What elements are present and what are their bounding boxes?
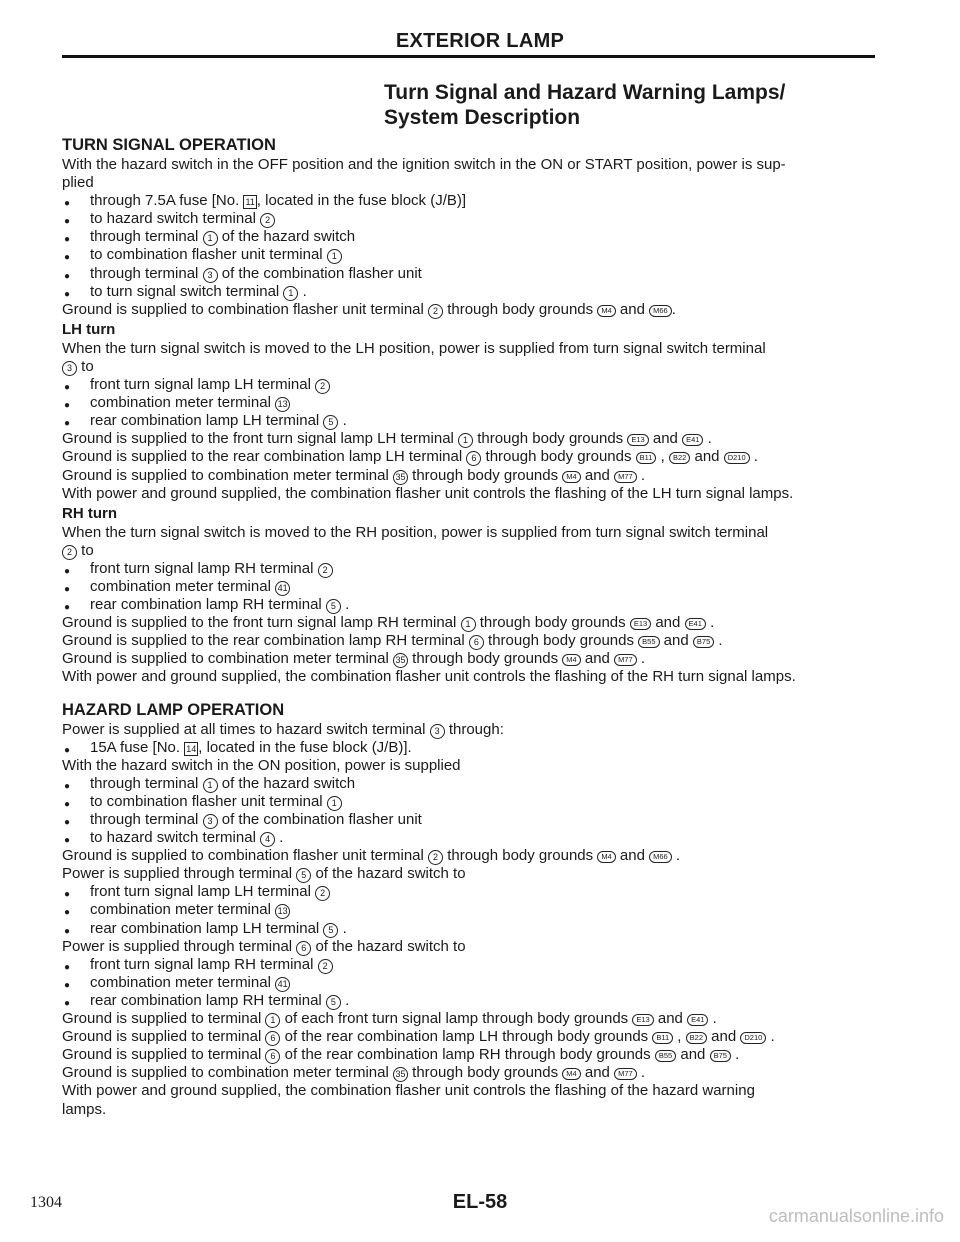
terminal-number: 35 <box>393 470 408 485</box>
list-item: ● through terminal 1 of the hazard switch <box>62 775 877 793</box>
terminal-number: 3 <box>62 361 77 376</box>
rh-closing: With power and ground supplied, the combination flasher unit controls the flashing of the RH turn signal lamps. <box>62 668 796 686</box>
list-item: ● to turn signal switch terminal 1 . <box>62 283 877 301</box>
terminal-number: 2 <box>428 304 443 319</box>
list-item: ● rear combination lamp LH terminal 5 . <box>62 920 877 938</box>
terminal-number: 6 <box>469 635 484 650</box>
terminal-number: 13 <box>275 397 290 412</box>
terminal-number: 4 <box>260 832 275 847</box>
section-heading-line-2: System Description <box>384 106 581 129</box>
ground-code: B55 <box>638 636 659 648</box>
ground-line: Ground is supplied to terminal 6 of the rear combination lamp LH through body grounds B11 , B22 and D210 . <box>62 1028 775 1046</box>
rh-intro: When the turn signal switch is moved to the RH position, power is supplied from turn signal switch terminal <box>62 523 769 541</box>
ground-code: D210 <box>724 452 750 464</box>
ground-code: E41 <box>687 1014 708 1026</box>
list-item: ● through terminal 3 of the combination flasher unit <box>62 265 877 283</box>
ground-code: M77 <box>614 654 637 666</box>
ground-line: Ground is supplied to terminal 6 of the rear combination lamp RH through body grounds B55 and B75 . <box>62 1046 740 1064</box>
list-item: ● to hazard switch terminal 2 <box>62 210 877 228</box>
ground-line: Ground is supplied to the front turn signal lamp RH terminal 1 through body grounds E13 and E41 . <box>62 614 715 632</box>
terminal-number: 1 <box>458 433 473 448</box>
terminal-number: 35 <box>393 1067 408 1082</box>
ground-code: B11 <box>636 452 657 464</box>
ground-line: Ground is supplied to combination flasher unit terminal 2 through body grounds M4 and M66 . <box>62 300 676 318</box>
terminal-number: 2 <box>315 886 330 901</box>
watermark: carmanualsonline.info <box>768 1206 944 1226</box>
list-item: ● through 7.5A fuse [No. 11 , located in the fuse block (J/B)] <box>62 192 877 210</box>
hazard-para: With the hazard switch in the ON position, power is supplied <box>62 756 461 774</box>
list-item: ● to combination flasher unit terminal 1 <box>62 793 877 811</box>
ground-code: M66 <box>649 851 672 863</box>
terminal-number: 2 <box>318 959 333 974</box>
ground-code: B22 <box>686 1032 707 1044</box>
ground-code: M66 <box>649 305 672 317</box>
page-header-title: EXTERIOR LAMP <box>395 30 565 52</box>
ground-code: M4 <box>562 471 580 483</box>
list-item: ● front turn signal lamp LH terminal 2 <box>62 883 877 901</box>
terminal-number: 13 <box>275 904 290 919</box>
rh-intro-cont: 2 to <box>62 542 877 560</box>
ground-line: Ground is supplied to combination flasher unit terminal 2 through body grounds M4 and M66 . <box>62 847 681 865</box>
list-item: ● rear combination lamp RH terminal 5 . <box>62 596 877 614</box>
terminal-number: 2 <box>260 213 275 228</box>
hazard-intro: Power is supplied at all times to hazard switch terminal 3 through: <box>62 720 504 738</box>
list-item: ● front turn signal lamp RH terminal 2 <box>62 560 877 578</box>
ground-code: B11 <box>652 1032 673 1044</box>
list-item: ● through terminal 1 of the hazard switch <box>62 228 877 246</box>
terminal-number: 2 <box>62 545 77 560</box>
section-heading-line-1: Turn Signal and Hazard Warning Lamps/ <box>384 81 786 104</box>
ground-code: E13 <box>632 1014 653 1026</box>
terminal-number: 6 <box>265 1031 280 1046</box>
list-item: ● combination meter terminal 13 <box>62 901 877 919</box>
list-item: ● 15A fuse [No. 14 , located in the fuse block (J/B)]. <box>62 739 877 757</box>
terminal-number: 2 <box>318 563 333 578</box>
terminal-number: 5 <box>326 599 341 614</box>
ground-code: B75 <box>710 1050 731 1062</box>
turn-intro: With the hazard switch in the OFF position and the ignition switch in the ON or START position, power is sup- <box>62 156 786 173</box>
ground-code: E13 <box>630 618 651 630</box>
list-item: ● to hazard switch terminal 4 . <box>62 829 877 847</box>
ground-line: Ground is supplied to combination meter terminal 35 through body grounds M4 and M77 . <box>62 650 646 668</box>
ground-code: M4 <box>562 654 580 666</box>
terminal-number: 6 <box>296 941 311 956</box>
terminal-number: 41 <box>275 977 290 992</box>
terminal-number: 1 <box>461 617 476 632</box>
ground-code: B22 <box>669 452 690 464</box>
terminal-number: 5 <box>323 923 338 938</box>
list-item: ● combination meter terminal 41 <box>62 974 877 992</box>
list-item: ● to combination flasher unit terminal 1 <box>62 246 877 264</box>
document-body <box>62 134 877 1119</box>
hazard-para: Power is supplied through terminal 5 of the hazard switch to <box>62 865 466 883</box>
terminal-number: 1 <box>327 249 342 264</box>
manual-page-number: 1304 <box>30 1194 62 1211</box>
terminal-number: 35 <box>393 653 408 668</box>
terminal-number: 5 <box>323 415 338 430</box>
terminal-number: 2 <box>315 379 330 394</box>
ground-line: Ground is supplied to combination meter terminal 35 through body grounds M4 and M77 . <box>62 1064 646 1082</box>
ground-code: B55 <box>655 1050 676 1062</box>
terminal-number: 41 <box>275 581 290 596</box>
ground-code: E13 <box>627 434 648 446</box>
list-item: ● combination meter terminal 41 <box>62 578 877 596</box>
list-item: ● front turn signal lamp RH terminal 2 <box>62 956 877 974</box>
lh-turn-heading: LH turn <box>62 320 116 338</box>
ground-line: Ground is supplied to the front turn signal lamp LH terminal 1 through body grounds E13 and E41 . <box>62 430 712 448</box>
ground-line: Ground is supplied to terminal 1 of each front turn signal lamp through body grounds E13 and E41 . <box>62 1010 717 1028</box>
ground-code: M77 <box>614 1068 637 1080</box>
turn-signal-heading: TURN SIGNAL OPERATION <box>62 136 276 154</box>
hazard-para: Power is supplied through terminal 6 of the hazard switch to <box>62 937 466 955</box>
list-item: ● front turn signal lamp LH terminal 2 <box>62 376 877 394</box>
terminal-number: 1 <box>203 778 218 793</box>
ground-code: D210 <box>740 1032 766 1044</box>
header-divider <box>62 55 875 58</box>
terminal-number: 3 <box>203 268 218 283</box>
terminal-number: 3 <box>203 814 218 829</box>
ground-code: M4 <box>597 305 615 317</box>
turn-intro-cont: plied <box>62 174 94 192</box>
section-page-number: EL-58 <box>452 1191 508 1213</box>
list-item: ● rear combination lamp LH terminal 5 . <box>62 412 877 430</box>
hazard-closing-cont: lamps. <box>62 1100 107 1118</box>
terminal-number: 2 <box>428 850 443 865</box>
ground-line: Ground is supplied to the rear combination lamp RH terminal 6 through body grounds B55 and B75 . <box>62 632 723 650</box>
rh-turn-heading: RH turn <box>62 504 117 522</box>
ground-code: M4 <box>562 1068 580 1080</box>
terminal-number: 5 <box>326 995 341 1010</box>
section-heading <box>384 80 785 130</box>
fuse-number: 11 <box>245 197 255 208</box>
terminal-number: 6 <box>466 451 481 466</box>
terminal-number: 1 <box>265 1013 280 1028</box>
terminal-number: 1 <box>327 796 342 811</box>
ground-line: Ground is supplied to the rear combination lamp LH terminal 6 through body grounds B11 , B22 and D210 . <box>62 448 758 466</box>
lh-closing: With power and ground supplied, the combination flasher unit controls the flashing of the LH turn signal lamps. <box>62 484 794 502</box>
lh-intro-cont: 3 to <box>62 358 877 376</box>
ground-code: E41 <box>682 434 703 446</box>
ground-code: M4 <box>597 851 615 863</box>
terminal-number: 3 <box>430 724 445 739</box>
terminal-number: 6 <box>265 1049 280 1064</box>
hazard-closing: With power and ground supplied, the combination flasher unit controls the flashing of the hazard warning <box>62 1082 755 1100</box>
list-item: ● rear combination lamp RH terminal 5 . <box>62 992 877 1010</box>
fuse-number: 14 <box>186 743 197 754</box>
lh-intro: When the turn signal switch is moved to the LH position, power is supplied from turn signal switch terminal <box>62 339 766 357</box>
ground-code: M77 <box>614 471 637 483</box>
hazard-heading: HAZARD LAMP OPERATION <box>62 700 285 719</box>
terminal-number: 5 <box>296 868 311 883</box>
ground-code: E41 <box>685 618 706 630</box>
list-item: ● combination meter terminal 13 <box>62 394 877 412</box>
terminal-number: 1 <box>283 286 298 301</box>
ground-code: B75 <box>693 636 714 648</box>
ground-line: Ground is supplied to combination meter terminal 35 through body grounds M4 and M77 . <box>62 466 646 484</box>
terminal-number: 1 <box>203 231 218 246</box>
list-item: ● through terminal 3 of the combination flasher unit <box>62 811 877 829</box>
